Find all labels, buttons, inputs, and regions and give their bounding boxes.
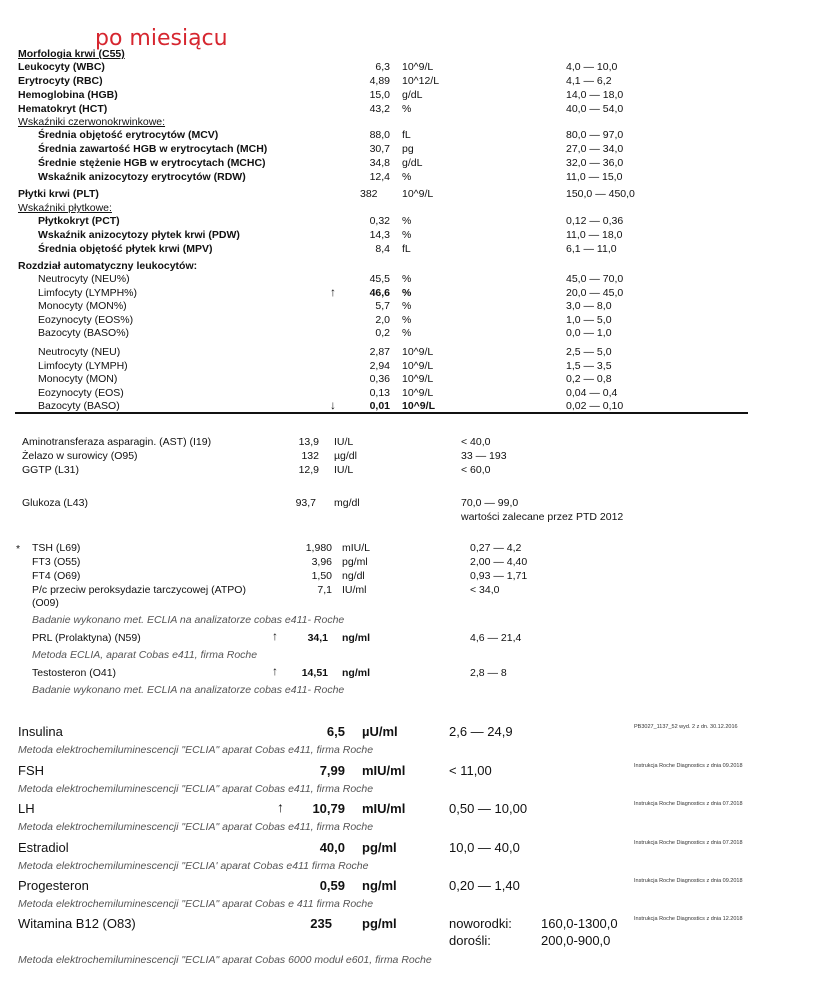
- test-name: Leukocyty (WBC): [18, 61, 105, 73]
- test-range: 1,0 — 5,0: [566, 313, 612, 326]
- test-range: 0,2 — 0,8: [566, 373, 612, 385]
- hormone-name: Progesteron: [18, 878, 89, 893]
- test-name: Płytkokryt (PCT): [38, 215, 120, 227]
- glukoza-note: wartości zalecane przez PTD 2012: [461, 511, 624, 523]
- test-unit: %: [402, 273, 412, 285]
- test-range: 2,5 — 5,0: [566, 346, 612, 358]
- testosteron-unit: ng/ml: [342, 667, 370, 679]
- glukoza-range: 70,0 — 99,0: [461, 497, 519, 509]
- test-value: 0,32: [369, 215, 390, 227]
- test-value: 0,13: [369, 386, 390, 399]
- hormone-unit: mIU/ml: [362, 801, 406, 816]
- test-name: Monocyty (MON%): [38, 300, 127, 312]
- hormone-name: FSH: [18, 762, 44, 778]
- test-unit: %: [402, 171, 412, 183]
- test-name: Średnia objętość erytrocytów (MCV): [38, 129, 219, 141]
- test-range: 0,0 — 1,0: [566, 327, 612, 339]
- test-value: 46,6: [369, 286, 390, 299]
- testosteron-value: 14,51: [301, 667, 328, 679]
- hormone-value: 40,0: [319, 839, 345, 855]
- test-unit: 10^9/L: [402, 61, 434, 73]
- test-name: Średnia zawartość HGB w erytrocytach (MCH): [38, 143, 268, 155]
- biochem-name: Żelazo w surowicy (O95): [22, 450, 138, 462]
- test-value: 2,94: [369, 359, 390, 372]
- hormone-method-note: Metoda elektrochemiluminescencji "ECLIA' aparat Cobas e411 firma Roche: [18, 859, 369, 872]
- b12-range-dorosli: 200,0-900,0: [541, 933, 611, 948]
- test-unit: %: [402, 286, 412, 299]
- test-value: 2,87: [369, 346, 390, 358]
- hormone-range: < 11,00: [449, 762, 492, 778]
- b12-unit: pg/ml: [362, 916, 397, 931]
- thyroid-unit: ng/dl: [342, 570, 365, 582]
- hormone-unit: µU/ml: [362, 724, 398, 739]
- test-name: Bazocyty (BASO): [38, 400, 120, 412]
- hormone-range: 0,50 — 10,00: [449, 801, 528, 816]
- hormone-method-note: Metoda elektrochemiluminescencji "ECLIA" aparat Cobas e411, firma Roche: [18, 782, 374, 795]
- hormone-reference: Instrukcja Roche Diagnostics z dnia 07.2018: [634, 839, 743, 846]
- hormone-method-note: Metoda elektrochemiluminescencji "ECLIA" aparat Cobas e 411 firma Roche: [18, 898, 374, 910]
- test-value: 88,0: [369, 129, 390, 141]
- hormone-range: 0,20 — 1,40: [449, 878, 520, 893]
- test-range: 11,0 — 15,0: [566, 171, 623, 183]
- test-value: 43,2: [369, 103, 390, 115]
- test-unit: 10^12/L: [402, 75, 440, 87]
- test-range: 3,0 — 8,0: [566, 300, 612, 312]
- biochem-name: Aminotransferaza asparagin. (AST) (I19): [22, 436, 212, 448]
- atpo-code: (O09): [32, 597, 59, 609]
- test-value: 12,4: [369, 171, 390, 183]
- hormone-reference: Instrukcja Roche Diagnostics z dnia 09.2018: [634, 878, 743, 884]
- hormone-range: 2,6 — 24,9: [449, 724, 513, 739]
- test-value: 30,7: [369, 143, 390, 155]
- test-name: Neutrocyty (NEU%): [38, 273, 130, 285]
- test-range: 20,0 — 45,0: [566, 286, 624, 299]
- hormone-unit: mIU/ml: [362, 762, 406, 778]
- hormone-name: Estradiol: [18, 839, 69, 855]
- test-name: Eozynocyty (EOS%): [38, 313, 134, 326]
- b12-label-dorosli: dorośli:: [449, 933, 491, 948]
- thyroid-value: 3,96: [311, 556, 332, 568]
- test-unit: 10^9/L: [402, 400, 435, 412]
- biochem-name: GGTP (L31): [22, 464, 79, 476]
- hormone-unit: ng/ml: [362, 878, 397, 893]
- b12-value: 235: [310, 916, 332, 931]
- test-value: 8,4: [375, 243, 390, 255]
- test-name: Wskaźnik anizocytozy płytek krwi (PDW): [38, 229, 240, 241]
- test-range: 32,0 — 36,0: [566, 157, 624, 169]
- up-arrow-icon: ↑: [330, 284, 336, 299]
- handwritten-note: po miesiącu: [95, 26, 228, 51]
- section-separator: [15, 412, 748, 414]
- test-unit: %: [402, 327, 412, 339]
- test-unit: 10^9/L: [402, 359, 434, 372]
- up-arrow-icon: ↑: [277, 799, 284, 815]
- testosteron-name: Testosteron (O41): [32, 667, 117, 679]
- prl-up-arrow-icon: ↑: [272, 629, 278, 643]
- down-arrow-icon: ↓: [330, 398, 336, 412]
- hormone-unit: pg/ml: [362, 839, 397, 855]
- hormone-value: 0,59: [319, 878, 345, 893]
- biochem-range: < 40,0: [461, 436, 491, 448]
- test-range: 1,5 — 3,5: [566, 359, 612, 372]
- test-unit: g/dL: [402, 157, 423, 169]
- test-range: 4,1 — 6,2: [566, 75, 612, 87]
- test-range: 45,0 — 70,0: [566, 273, 624, 285]
- biochem-value: 132: [301, 450, 319, 462]
- thyroid-name: FT4 (O69): [32, 570, 81, 582]
- test-unit: fL: [402, 243, 411, 255]
- test-value: 14,3: [369, 229, 390, 241]
- plt-name: Płytki krwi (PLT): [18, 188, 99, 200]
- b12-method-note: Metoda elektrochemiluminescencji "ECLIA" aparat Cobas 6000 moduł e601, firma Roche: [18, 954, 432, 966]
- hormone-reference: Instrukcja Roche Diagnostics z dnia 09.2018: [634, 762, 743, 769]
- test-value: 0,01: [369, 400, 390, 412]
- test-unit: 10^9/L: [402, 346, 434, 358]
- test-value: 15,0: [369, 89, 390, 101]
- thyroid-name: FT3 (O55): [32, 556, 81, 568]
- test-unit: 10^9/L: [402, 373, 434, 385]
- hormone-method-note: Metoda elektrochemiluminescencji "ECLIA" aparat Cobas e411, firma Roche: [18, 821, 374, 833]
- biochem-unit: IU/L: [334, 464, 354, 476]
- thyroid-value: 7,1: [317, 584, 332, 596]
- thyroid-unit: pg/ml: [342, 556, 368, 568]
- test-range: 4,0 — 10,0: [566, 61, 618, 73]
- test-value: 5,7: [375, 300, 390, 312]
- plt-unit: 10^9/L: [402, 188, 434, 200]
- test-name: Wskaźnik anizocytozy erytrocytów (RDW): [38, 171, 246, 183]
- b12-range-noworodki: 160,0-1300,0: [541, 916, 618, 931]
- test-unit: g/dL: [402, 89, 423, 101]
- b12-label-noworodki: noworodki:: [449, 916, 512, 931]
- test-value: 2,0: [375, 313, 390, 326]
- prl-range: 4,6 — 21,4: [470, 632, 522, 644]
- hormone-value: 6,5: [326, 724, 345, 739]
- test-range: 0,02 — 0,10: [566, 400, 624, 412]
- thyroid-name: TSH (L69): [32, 542, 81, 554]
- test-name: Erytrocyty (RBC): [18, 75, 103, 87]
- test-value: 45,5: [369, 273, 390, 285]
- test-range: 11,0 — 18,0: [566, 229, 623, 241]
- hormone-reference: Instrukcja Roche Diagnostics z dnia 07.2018: [634, 801, 743, 807]
- test-range: 0,04 — 0,4: [566, 386, 618, 399]
- prl-name: PRL (Prolaktyna) (N59): [32, 632, 141, 644]
- test-unit: %: [402, 215, 412, 227]
- prl-value: 34,1: [307, 632, 328, 644]
- plt-value: 382: [360, 188, 378, 200]
- plt-range: 150,0 — 450,0: [566, 188, 635, 200]
- thyroid-range: 0,27 — 4,2: [470, 542, 522, 554]
- test-value: 0,2: [375, 327, 390, 339]
- test-value: 6,3: [375, 61, 390, 73]
- subheading-rozdzial-leukocytow: Rozdział automatyczny leukocytów:: [18, 260, 198, 272]
- test-name: Monocyty (MON): [38, 373, 118, 385]
- thyroid-range: 2,00 — 4,40: [470, 556, 528, 568]
- test-range: 14,0 — 18,0: [566, 89, 624, 101]
- test-range: 0,12 — 0,36: [566, 215, 624, 227]
- glukoza-unit: mg/dl: [334, 497, 360, 509]
- thyroid-value: 1,50: [311, 570, 332, 582]
- test-name: Limfocyty (LYMPH%): [38, 286, 137, 299]
- hormone-name: LH: [18, 801, 35, 816]
- test-value: 0,36: [369, 373, 390, 385]
- test-name: Eozynocyty (EOS): [38, 386, 124, 399]
- test-name: Neutrocyty (NEU): [38, 346, 121, 358]
- biochem-value: 13,9: [298, 436, 319, 448]
- test-range: 27,0 — 34,0: [566, 143, 624, 155]
- biochem-unit: IU/L: [334, 436, 354, 448]
- biochem-unit: µg/dl: [334, 450, 357, 462]
- method-note-eclia-1: Badanie wykonano met. ECLIA na analizatorze cobas e411- Roche: [32, 614, 345, 626]
- biochem-range: < 60,0: [461, 464, 491, 476]
- method-note-eclia-2: Metoda ECLIA, aparat Cobas e411, firma Roche: [32, 649, 258, 661]
- prl-unit: ng/ml: [342, 632, 370, 644]
- test-name: Średnie stężenie HGB w erytrocytach (MCHC): [38, 157, 266, 169]
- biochem-value: 12,9: [298, 464, 319, 476]
- hormone-value: 10,79: [312, 801, 345, 816]
- thyroid-unit: mIU/L: [342, 542, 371, 554]
- glukoza-name: Glukoza (L43): [22, 497, 88, 509]
- test-unit: %: [402, 103, 412, 115]
- test-range: 40,0 — 54,0: [566, 103, 624, 115]
- biochem-range: 33 — 193: [461, 450, 507, 462]
- hormone-value: 7,99: [319, 762, 345, 778]
- thyroid-range: < 34,0: [470, 584, 500, 596]
- thyroid-value: 1,980: [305, 542, 332, 554]
- test-name: Limfocyty (LYMPH): [38, 359, 128, 372]
- testosteron-range: 2,8 — 8: [470, 667, 507, 679]
- thyroid-name: P/c przeciw peroksydazie tarczycowej (ATPO): [32, 584, 246, 596]
- test-value: 4,89: [369, 75, 390, 87]
- hormone-range: 10,0 — 40,0: [449, 839, 520, 855]
- test-name: Średnia objętość płytek krwi (MPV): [38, 243, 213, 255]
- test-name: Bazocyty (BASO%): [38, 327, 130, 339]
- hormone-reference: PB3027_1137_52 wyd. 2 z dn. 30.12.2016: [634, 724, 738, 730]
- hormone-method-note: Metoda elektrochemiluminescencji "ECLIA" aparat Cobas e411, firma Roche: [18, 744, 374, 756]
- test-value: 34,8: [369, 157, 390, 169]
- section-title-morfologia: Morfologia krwi (C55): [18, 48, 125, 60]
- test-unit: %: [402, 313, 412, 326]
- thyroid-unit: IU/ml: [342, 584, 367, 596]
- test-unit: fL: [402, 129, 411, 141]
- test-range: 6,1 — 11,0: [566, 243, 617, 255]
- testosteron-up-arrow-icon: ↑: [272, 664, 278, 678]
- thyroid-range: 0,93 — 1,71: [470, 570, 528, 582]
- hormone-name: Insulina: [18, 724, 63, 739]
- test-range: 80,0 — 97,0: [566, 129, 624, 141]
- glukoza-value: 93,7: [295, 497, 316, 509]
- test-unit: %: [402, 300, 412, 312]
- test-unit: %: [402, 229, 412, 241]
- method-note-eclia-3: Badanie wykonano met. ECLIA na analizatorze cobas e411- Roche: [32, 684, 345, 696]
- test-name: Hemoglobina (HGB): [18, 89, 118, 101]
- subheading-wskazniki-czerwonokrwinkowe: Wskaźniki czerwonokrwinkowe:: [18, 116, 166, 128]
- subheading-wskazniki-plytkowe: Wskaźniki płytkowe:: [18, 202, 112, 214]
- test-unit: pg: [402, 143, 414, 155]
- test-unit: 10^9/L: [402, 386, 434, 399]
- star-marker: *: [16, 543, 21, 555]
- test-name: Hematokryt (HCT): [18, 103, 108, 115]
- b12-name: Witamina B12 (O83): [18, 916, 136, 931]
- b12-reference: Instrukcja Roche Diagnostics z dnia 12.2018: [634, 916, 743, 922]
